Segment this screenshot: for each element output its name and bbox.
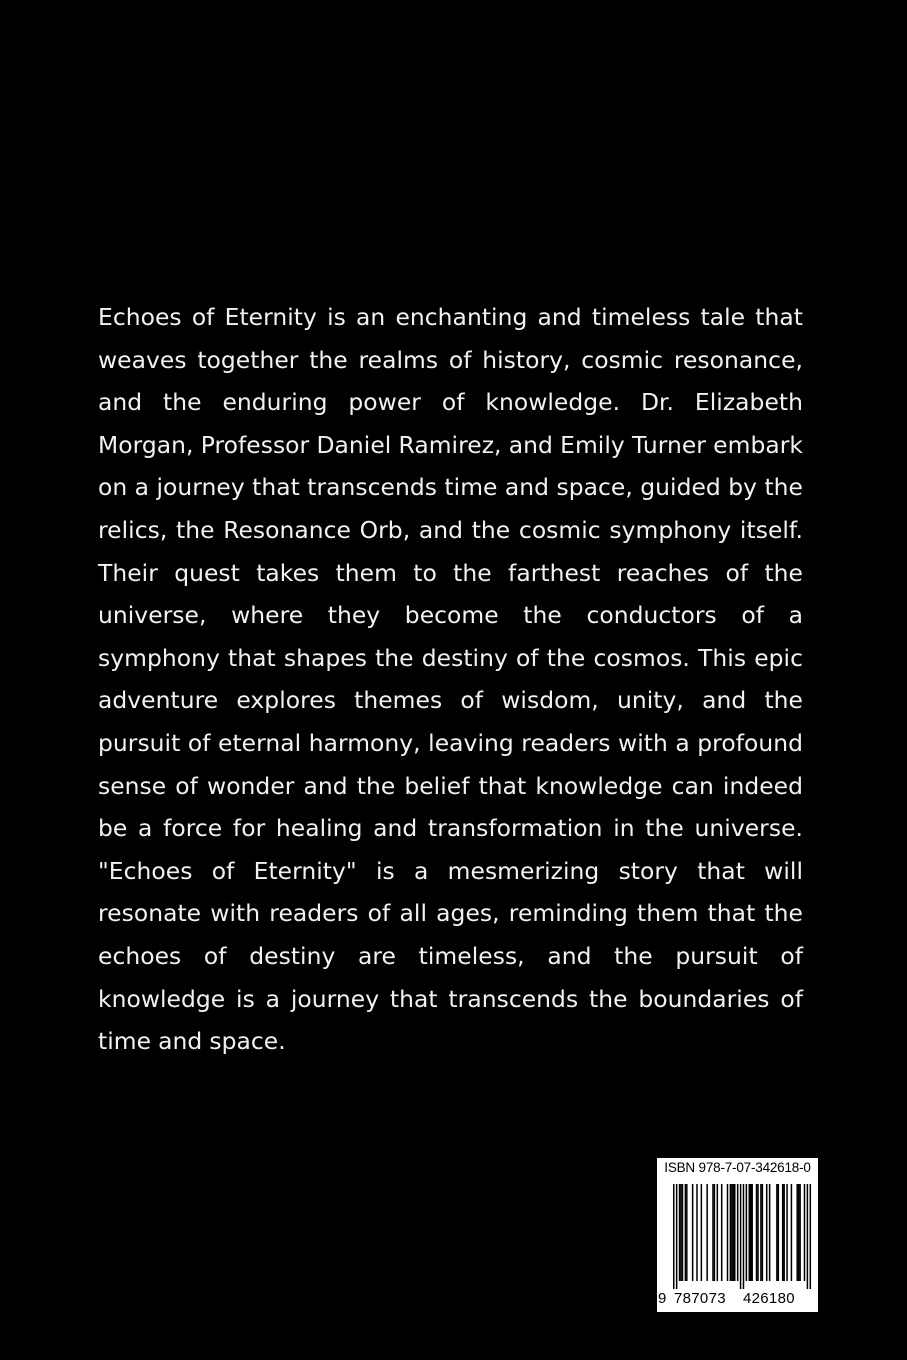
barcode-bar (714, 1184, 716, 1281)
barcode-bar (680, 1184, 682, 1281)
barcode-bar (692, 1184, 694, 1281)
barcode-bar (701, 1184, 703, 1281)
barcode-bar (712, 1184, 714, 1281)
barcode-bar (783, 1184, 785, 1281)
barcode-bar (706, 1184, 708, 1281)
barcode-bar (776, 1184, 778, 1281)
barcode-bar (769, 1184, 771, 1281)
barcode-digit-lead: 9 (658, 1290, 667, 1307)
barcode-bar (807, 1184, 809, 1289)
barcode-bar (737, 1184, 739, 1281)
barcode-bar (733, 1184, 735, 1281)
barcode-bar (810, 1184, 812, 1289)
barcode-bar (782, 1184, 784, 1281)
barcode-bar (676, 1184, 678, 1289)
barcode-bar (673, 1184, 675, 1289)
barcode-digits-left: 787073 (674, 1290, 726, 1307)
barcode-bar (686, 1184, 688, 1281)
barcode-bar (750, 1184, 752, 1281)
barcode-bar (756, 1184, 758, 1281)
barcode-bar (751, 1184, 753, 1281)
barcode-bar (730, 1184, 732, 1281)
isbn-label: ISBN 978-7-07-342618-0 (664, 1160, 811, 1175)
barcode-bar (804, 1184, 806, 1281)
barcode-bar (727, 1184, 729, 1281)
isbn-barcode (657, 1158, 818, 1312)
barcode-bars (663, 1184, 813, 1289)
barcode-bar (746, 1184, 748, 1281)
blurb-text: Echoes of Eternity is an enchanting and timeless tale that weaves together the realms of history, cosmic resonance, and the enduring power of knowledge. Dr. Elizabeth Morgan, Professor Daniel Ramirez, and Emily Turner embark on a journey that transcends time and space, guided by the relics, the Resonance Orb, and the cosmic symphony itself. Their quest takes them to the farthest reaches of the universe, where they become the conductors of a symphony that shapes the destiny of the cosmos. This epic adventure explores themes of wisdom, unity, and the pursuit of eternal harmony, leaving readers with a profound sense of wonder and the belief that knowledge can indeed be a force for healing and transformation in the universe. "Echoes of Eternity" is a mesmerizing story that will resonate with readers of all ages, reminding them that the echoes of destiny are timeless, and the pursuit of knowledge is a journey that transcends the boundaries of time and space. (98, 303, 803, 1056)
barcode-bar (682, 1184, 684, 1281)
barcode-bar (798, 1184, 800, 1281)
barcode-bar (791, 1184, 793, 1281)
barcode-bar (799, 1184, 801, 1281)
barcode-bar (743, 1184, 745, 1289)
barcode-bar (796, 1184, 798, 1281)
barcode-bar (749, 1184, 751, 1281)
barcode-bar (740, 1184, 742, 1289)
barcode-bar (760, 1184, 762, 1281)
barcode-bar (679, 1184, 681, 1281)
barcode-bar (757, 1184, 759, 1281)
barcode-bar (778, 1184, 780, 1281)
barcode-bar (731, 1184, 733, 1281)
barcode-bar (734, 1184, 736, 1281)
barcode-bar (766, 1184, 768, 1281)
barcode-bar (696, 1184, 698, 1281)
barcode-bar (762, 1184, 764, 1281)
barcode-digits-right: 426180 (743, 1290, 795, 1307)
barcode-bar (717, 1184, 719, 1281)
barcode-bar (685, 1184, 687, 1281)
barcode-bar (786, 1184, 788, 1281)
barcode-bar (721, 1184, 723, 1281)
